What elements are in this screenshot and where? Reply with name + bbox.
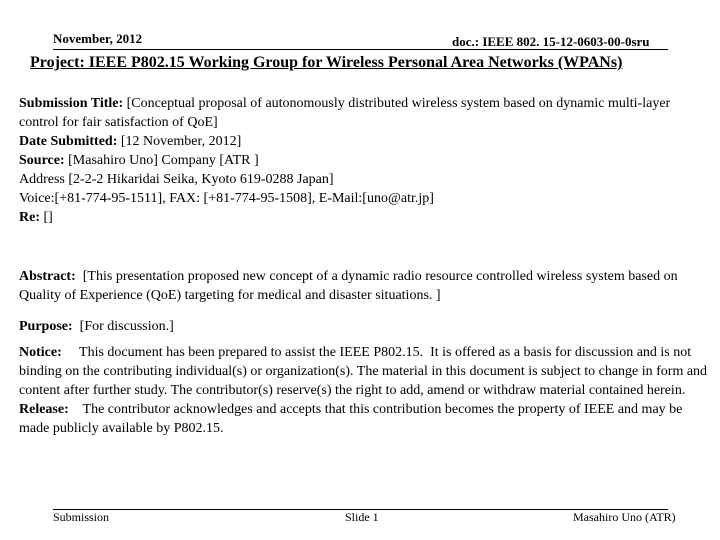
project-title: Project: IEEE P802.15 Working Group for Wireless Personal Area Networks (WPANs)	[30, 54, 623, 71]
notice-label: Notice:	[19, 345, 62, 360]
abstract-block	[19, 267, 711, 305]
source-line	[19, 151, 711, 170]
submission-title-value: [Conceptual proposal of autonomously distributed wireless system based on dynamic multi-layer control for fair satisfaction of QoE]	[19, 96, 671, 130]
date-submitted-label: Date Submitted:	[19, 134, 118, 149]
footer-author: Masahiro Uno (ATR)	[573, 510, 676, 524]
release-paragraph	[19, 400, 711, 438]
date-submitted-value: [12 November, 2012]	[117, 134, 242, 149]
abstract-label: Abstract:	[19, 269, 76, 284]
notice-paragraph	[19, 343, 711, 400]
re-label: Re:	[19, 210, 40, 225]
notice-release-block	[19, 343, 711, 438]
purpose-value: [For discussion.]	[72, 319, 174, 334]
footer-slide-number: Slide 1	[345, 510, 379, 524]
release-value: The contributor acknowledges and accepts that this contribution becomes the property of IEEE and may be made publicly available by P802.15.	[19, 402, 686, 436]
footer-submission: Submission	[53, 510, 110, 524]
purpose-block	[19, 317, 711, 336]
contact-line: Voice:[+81-774-95-1511], FAX: [+81-774-95-1508], E-Mail:[uno@atr.jp]	[19, 191, 434, 206]
submission-title-line	[19, 94, 711, 132]
submission-title-label: Submission Title:	[19, 96, 124, 111]
notice-value: This document has been prepared to assist the IEEE P802.15. It is offered as a basis for discussion and is not binding on the contributing individual(s) or organization(s). The material in this document is subject to change in form and content after further study. The contributor(s) reserve(s) the right to add, amend or withdraw material contained herein.	[19, 345, 711, 398]
header-date: November, 2012	[53, 31, 143, 46]
source-value: [Masahiro Uno] Company [ATR ]	[64, 153, 259, 168]
date-submitted-line	[19, 132, 711, 151]
re-value: []	[40, 210, 53, 225]
source-label: Source:	[19, 153, 65, 168]
release-label: Release:	[19, 402, 69, 417]
abstract-value: [This presentation proposed new concept of a dynamic radio resource controlled wireless system based on Quality of Experience (QoE) targeting for medical and disaster situations. ]	[19, 269, 682, 303]
purpose-label: Purpose:	[19, 319, 73, 334]
header-divider	[53, 49, 668, 50]
address-line: Address [2-2-2 Hikaridai Seika, Kyoto 619-0288 Japan]	[19, 172, 334, 187]
header-doc-id: doc.: IEEE 802. 15-12-0603-00-0sru	[452, 34, 650, 49]
re-line	[19, 208, 711, 227]
submission-block	[19, 94, 711, 227]
